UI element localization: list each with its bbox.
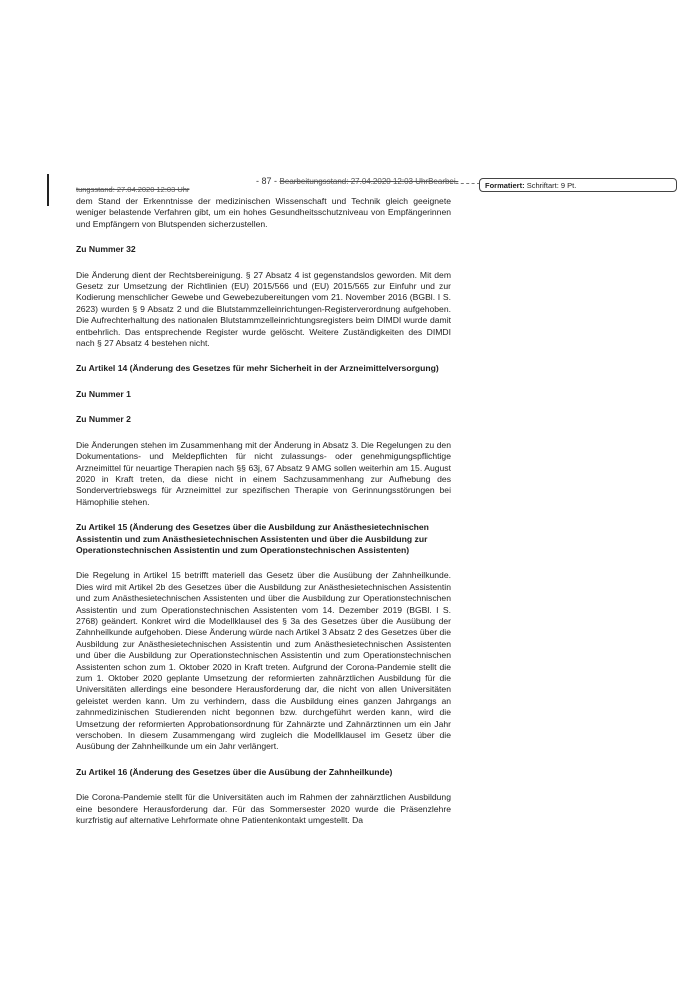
body-paragraph: Die Corona-Pandemie stellt für die Universitäten auch im Rahmen der zahnärztlichen Ausbildung eine besondere Herausforderung dar. Für das Sommersester 2020 wurde die Präsenzlehre kurzfristig auf alternative Lehrformate ohne Patientenkontakt umgestellt. Da (76, 792, 451, 826)
page-header (256, 176, 458, 186)
section-heading: Zu Nummer 1 (76, 388, 131, 399)
comment-connector (450, 183, 480, 184)
body-paragraph: Die Regelung in Artikel 15 betrifft materiell das Gesetz über die Ausübung der Zahnheilkunde. Dies wird mit Artikel 2b des Gesetzes über die Ausbildung zur Anästhesietechnischen Assistentin und zum Anästhesietechnischen Assistenten und über die Ausbildung zur Operationstechnischen Assistentin und zum Operationstechnischen Assistenten vom 14. Dezember 2019 (BGBl. I S. 2768) geändert. Konkret wird die Modellklausel des § 3a des Gesetzes über die Ausübung der Zahnheilkunde aufgehoben. Diese Änderung würde nach Artikel 3 Absatz 2 des Gesetzes über die Ausbildung zur Anästhesietechnischen Assistentin und zum Anästhesietechnischen Assistenten und über die Ausbildung zur Operationstechnischen Assistentin und zum Operationstechnischen Assistenten schon zum 1. Oktober 2020 in Kraft treten. Aufgrund der Corona-Pandemie stellt die zum 1. Oktober 2020 geplante Umsetzung der reformierten zahnärztlichen Ausbildung für die Universitäten allerdings eine besondere Herausforderung dar, die nicht von allen Universitäten geleistet werden kann. Um zu verhindern, dass die Ausbildung eines ganzen Jahrgangs an zahnmedizinischen Studierenden nicht begonnen bzw. durchgeführt werden kann, wird die Umsetzung der reformierten Approbationsordnung für Zahnärzte und Zahnärztinnen um ein Jahr verschoben. In diesem Zusammengang wird zugleich die Modellklausel im Gesetz über die Ausübung der Zahnheilkunde um ein Jahr verlängert. (76, 570, 451, 752)
document-body (76, 196, 451, 840)
section-heading: Zu Artikel 15 (Änderung des Gesetzes über die Ausbildung zur Anästhesietechnischen Assistentin und zum Anästhesietechnischen Assistenten und über die Ausbildung zur Operationstechnischen Assistentin und zum Operationstechnischen Assistenten) (76, 522, 429, 555)
header-deleted-status: Bearbeitungsstand: 27.04.2020 12:03 UhrBearbei- (279, 177, 459, 186)
change-bar (47, 174, 49, 206)
section-heading: Zu Artikel 14 (Änderung des Gesetzes für mehr Sicherheit in der Arzneimittelversorgung) (76, 363, 439, 374)
page-number: - 87 - (256, 176, 278, 186)
section-heading: Zu Artikel 16 (Änderung des Gesetzes über die Ausübung der Zahnheilkunde) (76, 766, 393, 777)
section-heading: Zu Nummer 32 (76, 244, 136, 255)
format-comment-balloon[interactable] (479, 178, 677, 192)
comment-label: Formatiert: (485, 181, 525, 190)
section-heading: Zu Nummer 2 (76, 414, 131, 425)
body-paragraph: Die Änderungen stehen im Zusammenhang mit der Änderung in Absatz 3. Die Regelungen zu den Dokumentations- und Meldepflichten für nicht zulassungs- oder genehmigungspflichtige Arzneimittel für neuartige Therapien nach §§ 63j, 67 Absatz 9 AMG sollen weiterhin am 15. August 2020 in Kraft treten, da diese nicht in einem Sachzusammenhang zur Aufhebung des Sondervertriebswegs für Arzneimittel zur spezifischen Therapie von Gerinnungsstörungen bei Hämophilie stehen. (76, 439, 451, 507)
body-paragraph: Die Änderung dient der Rechtsbereinigung. § 27 Absatz 4 ist gegenstandslos geworden. Mit dem Gesetz zur Umsetzung der Richtlinien (EU) 2015/566 und (EU) 2015/565 zur Einfuhr und zur Kodierung menschlicher Gewebe und Gewebezubereitungen vom 21. November 2016 (BGBl. I S. 2623) wurden § 9 Absatz 2 und die Blutstammzelleinrichtungen-Registerverordnung aufgehoben. Die Aufrechterhaltung des nationalen Blutstammzelleinrichtungsregisters beim DIMDI wurde damit entbehrlich. Das entsprechende Register wurde gelöscht. Weitere Zuständigkeiten des DIMDI nach § 27 Absatz 4 bestehen nicht. (76, 269, 451, 349)
comment-value: Schriftart: 9 Pt. (526, 181, 577, 190)
body-paragraph: dem Stand der Erkenntnisse der medizinischen Wissenschaft und Technik gleich geeignete weniger belastende Verfahren gibt, um ein hohes Gesundheitsschutzniveau von Empfängerinnen und Empfängern von Blutspenden sicherzustellen. (76, 196, 451, 229)
header-deleted-text: tungsstand: 27.04.2020 12:03 Uhr (76, 185, 190, 194)
